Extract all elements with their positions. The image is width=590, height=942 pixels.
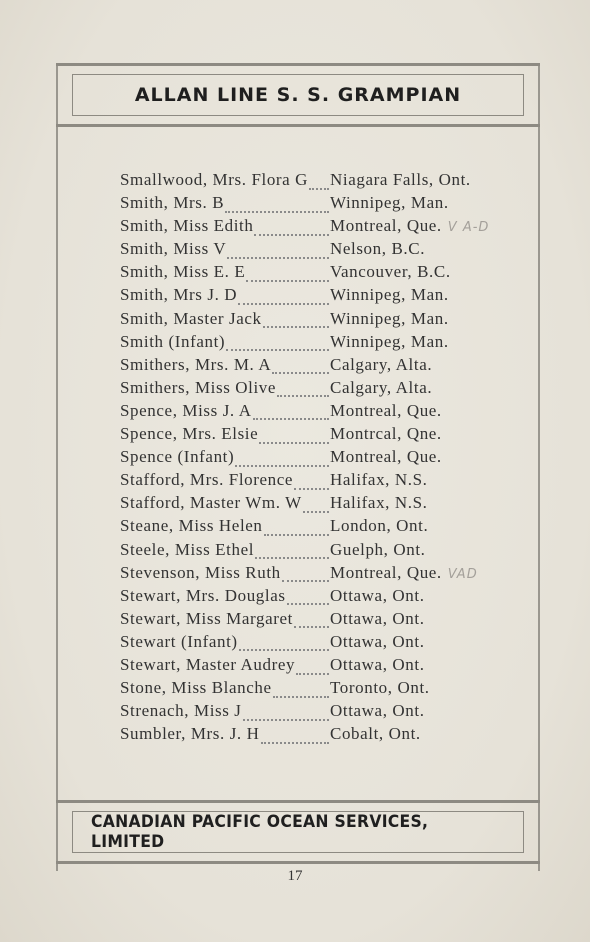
list-item bbox=[120, 655, 530, 678]
passenger-name: Smith, Miss V bbox=[120, 239, 227, 259]
dot-leader bbox=[225, 205, 329, 213]
header-band bbox=[56, 63, 540, 127]
passenger-name: Spence, Miss J. A bbox=[120, 400, 252, 420]
dot-leader bbox=[309, 182, 329, 190]
passenger-name: Stafford, Master Wm. W bbox=[120, 493, 302, 513]
dot-leader bbox=[255, 551, 329, 559]
passenger-name: Stone, Miss Blanche bbox=[120, 678, 272, 698]
passenger-name: Smith, Mrs J. D bbox=[120, 285, 238, 305]
handwritten-mark: VAD bbox=[447, 566, 478, 582]
passenger-destination: Ottawa, Ont. bbox=[330, 654, 425, 674]
list-item bbox=[120, 701, 530, 724]
passenger-name: Smith, Mrs. B bbox=[120, 193, 225, 213]
footer-band bbox=[56, 800, 540, 864]
dot-leader bbox=[259, 436, 329, 444]
dot-leader bbox=[287, 597, 329, 605]
dot-leader bbox=[273, 690, 329, 698]
list-item bbox=[120, 516, 530, 539]
list-item bbox=[120, 586, 530, 609]
passenger-destination: Toronto, Ont. bbox=[330, 678, 430, 698]
dot-leader bbox=[294, 620, 329, 628]
list-item bbox=[120, 309, 530, 332]
passenger-name: Smith (Infant) bbox=[120, 331, 226, 351]
list-item bbox=[120, 470, 530, 493]
dot-leader bbox=[235, 459, 329, 467]
passenger-destination: Halifax, N.S. bbox=[330, 493, 428, 513]
passenger-name: Spence (Infant) bbox=[120, 447, 235, 467]
dot-leader bbox=[239, 643, 329, 651]
passenger-name: Spence, Mrs. Elsie bbox=[120, 424, 259, 444]
passenger-destination: Montreal, Que. bbox=[330, 400, 442, 420]
dot-leader bbox=[294, 482, 329, 490]
passenger-name: Stewart, Miss Margaret bbox=[120, 608, 293, 628]
passenger-name: Sumbler, Mrs. J. H bbox=[120, 724, 260, 744]
passenger-destination: Winnipeg, Man. bbox=[330, 331, 449, 351]
dot-leader bbox=[303, 505, 329, 513]
footer-box bbox=[72, 811, 524, 853]
list-item bbox=[120, 170, 530, 193]
passenger-destination: Montreal, Que. VAD bbox=[330, 562, 478, 582]
passenger-destination: Nelson, B.C. bbox=[330, 239, 426, 259]
passenger-name: Smithers, Mrs. M. A bbox=[120, 354, 272, 374]
passenger-name: Stewart (Infant) bbox=[120, 631, 238, 651]
dot-leader bbox=[272, 366, 329, 374]
dot-leader bbox=[277, 389, 329, 397]
passenger-destination: Vancouver, B.C. bbox=[330, 262, 451, 282]
passenger-name: Stafford, Mrs. Florence bbox=[120, 470, 294, 490]
passenger-destination: Montrcal, Qne. bbox=[330, 424, 442, 444]
passenger-name: Smith, Master Jack bbox=[120, 308, 262, 328]
passenger-destination: Montreal, Que. V A-D bbox=[330, 216, 490, 236]
passenger-destination: Winnipeg, Man. bbox=[330, 308, 449, 328]
passenger-destination: Halifax, N.S. bbox=[330, 470, 428, 490]
passenger-destination: Winnipeg, Man. bbox=[330, 285, 449, 305]
passenger-destination: Calgary, Alta. bbox=[330, 354, 433, 374]
list-item bbox=[120, 262, 530, 285]
passenger-destination: Winnipeg, Man. bbox=[330, 193, 449, 213]
dot-leader bbox=[263, 320, 329, 328]
passenger-destination: Ottawa, Ont. bbox=[330, 585, 425, 605]
passenger-list bbox=[120, 170, 530, 747]
list-item bbox=[120, 332, 530, 355]
passenger-name: Stewart, Master Audrey bbox=[120, 654, 296, 674]
dot-leader bbox=[226, 343, 329, 351]
dot-leader bbox=[261, 736, 329, 744]
list-item bbox=[120, 678, 530, 701]
dot-leader bbox=[296, 667, 329, 675]
list-item bbox=[120, 493, 530, 516]
passenger-destination: Ottawa, Ont. bbox=[330, 608, 425, 628]
passenger-destination: Calgary, Alta. bbox=[330, 377, 433, 397]
list-item bbox=[120, 540, 530, 563]
passenger-name: Smallwood, Mrs. Flora G bbox=[120, 170, 309, 189]
list-item bbox=[120, 563, 530, 586]
list-item bbox=[120, 724, 530, 747]
passenger-destination: Cobalt, Ont. bbox=[330, 724, 421, 744]
list-item bbox=[120, 285, 530, 308]
passenger-name: Strenach, Miss J bbox=[120, 701, 242, 721]
handwritten-mark: V A-D bbox=[447, 220, 490, 236]
page-number: 17 bbox=[287, 868, 303, 884]
passenger-destination: Ottawa, Ont. bbox=[330, 631, 425, 651]
passenger-name: Steele, Miss Ethel bbox=[120, 539, 255, 559]
passenger-destination: Montreal, Que. bbox=[330, 447, 442, 467]
passenger-name: Smith, Miss E. E bbox=[120, 262, 246, 282]
dot-leader bbox=[238, 297, 329, 305]
list-item bbox=[120, 447, 530, 470]
list-item bbox=[120, 355, 530, 378]
passenger-destination: London, Ont. bbox=[330, 516, 429, 536]
passenger-destination: Niagara Falls, Ont. bbox=[330, 170, 471, 189]
list-item bbox=[120, 193, 530, 216]
dot-leader bbox=[243, 713, 329, 721]
passenger-name: Smithers, Miss Olive bbox=[120, 377, 277, 397]
dot-leader bbox=[282, 574, 329, 582]
header-title: ALLAN LINE S. S. GRAMPIAN bbox=[134, 84, 462, 106]
list-item bbox=[120, 609, 530, 632]
passenger-name: Steane, Miss Helen bbox=[120, 516, 263, 536]
list-item bbox=[120, 632, 530, 655]
dot-leader bbox=[254, 228, 329, 236]
dot-leader bbox=[264, 528, 329, 536]
list-item bbox=[120, 216, 530, 239]
passenger-name: Stewart, Mrs. Douglas bbox=[120, 585, 286, 605]
dot-leader bbox=[253, 412, 329, 420]
list-item bbox=[120, 424, 530, 447]
header-box bbox=[72, 74, 524, 116]
passenger-destination: Ottawa, Ont. bbox=[330, 701, 425, 721]
passenger-name: Smith, Miss Edith bbox=[120, 216, 254, 236]
passenger-name: Stevenson, Miss Ruth bbox=[120, 562, 281, 582]
passenger-destination: Guelph, Ont. bbox=[330, 539, 426, 559]
list-item bbox=[120, 378, 530, 401]
list-item bbox=[120, 401, 530, 424]
dot-leader bbox=[246, 274, 329, 282]
list-item bbox=[120, 239, 530, 262]
dot-leader bbox=[227, 251, 329, 259]
footer-title: CANADIAN PACIFIC OCEAN SERVICES, LIMITED bbox=[91, 812, 429, 852]
